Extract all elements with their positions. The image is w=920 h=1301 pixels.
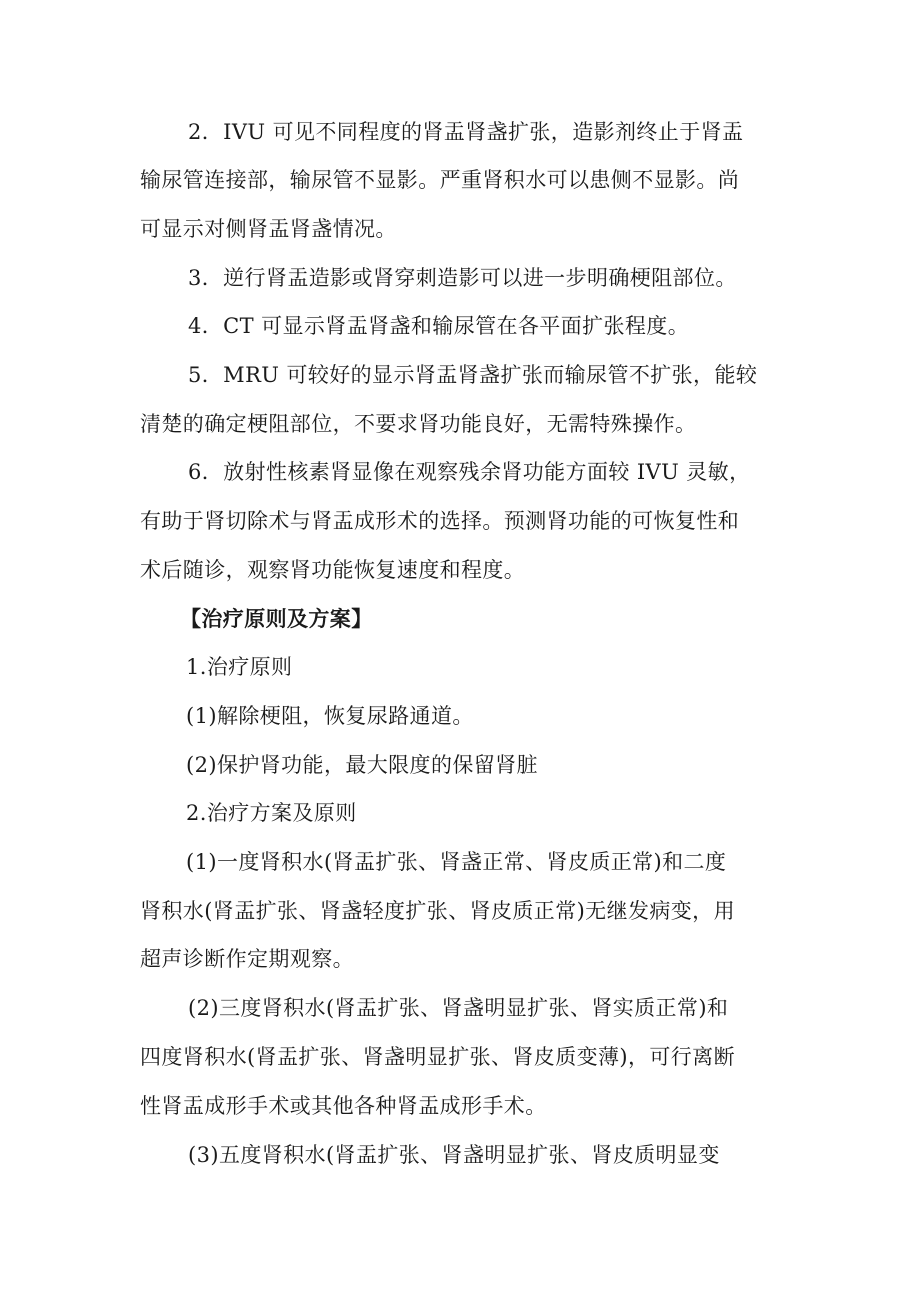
text-line-6: 5．MRU 可较好的显示肾盂肾盏扩张而输尿管不扩张，能较 bbox=[188, 363, 758, 387]
text-line-21: 性肾盂成形手术或其他各种肾盂成形手术。 bbox=[140, 1094, 547, 1118]
text-line-7: 清楚的确定梗阻部位，不要求肾功能良好，无需特殊操作。 bbox=[140, 412, 697, 436]
text-line-13: (1)解除梗阻，恢复尿路通道。 bbox=[186, 704, 474, 728]
text-line-1: 2．IVU 可见不同程度的肾盂肾盏扩张，造影剂终止于肾盂 bbox=[188, 120, 744, 144]
text-line-3: 可显示对侧肾盂肾盏情况。 bbox=[140, 217, 397, 241]
text-line-22: (3)五度肾积水(肾盂扩张、肾盏明显扩张、肾皮质明显变 bbox=[188, 1143, 720, 1167]
text-line-19: (2)三度肾积水(肾盂扩张、肾盏明显扩张、肾实质正常)和 bbox=[188, 996, 729, 1020]
text-line-4: 3．逆行肾盂造影或肾穿刺造影可以进一步明确梗阻部位。 bbox=[188, 266, 737, 290]
text-line-5: 4．CT 可显示肾盂肾盏和输尿管在各平面扩张程度。 bbox=[188, 314, 690, 338]
text-line-9: 有助于肾切除术与肾盂成形术的选择。预测肾功能的可恢复性和 bbox=[140, 509, 740, 533]
section-heading: 【治疗原则及方案】 bbox=[180, 606, 373, 631]
text-line-18: 超声诊断作定期观察。 bbox=[140, 947, 354, 971]
text-line-20: 四度肾积水(肾盂扩张、肾盏明显扩张、肾皮质变薄)，可行离断 bbox=[140, 1045, 735, 1069]
text-line-12: 1.治疗原则 bbox=[186, 655, 293, 679]
text-line-14: (2)保护肾功能，最大限度的保留肾脏 bbox=[186, 753, 538, 777]
text-line-16: (1)一度肾积水(肾盂扩张、肾盏正常、肾皮质正常)和二度 bbox=[186, 850, 727, 874]
text-line-8: 6．放射性核素肾显像在观察残余肾功能方面较 IVU 灵敏， bbox=[188, 460, 751, 484]
text-line-10: 术后随诊，观察肾功能恢复速度和程度。 bbox=[140, 558, 526, 582]
text-line-15: 2.治疗方案及原则 bbox=[186, 801, 357, 825]
text-line-2: 输尿管连接部，输尿管不显影。严重肾积水可以患侧不显影。尚 bbox=[140, 168, 740, 192]
text-line-17: 肾积水(肾盂扩张、肾盏轻度扩张、肾皮质正常)无继发病变，用 bbox=[140, 899, 735, 923]
